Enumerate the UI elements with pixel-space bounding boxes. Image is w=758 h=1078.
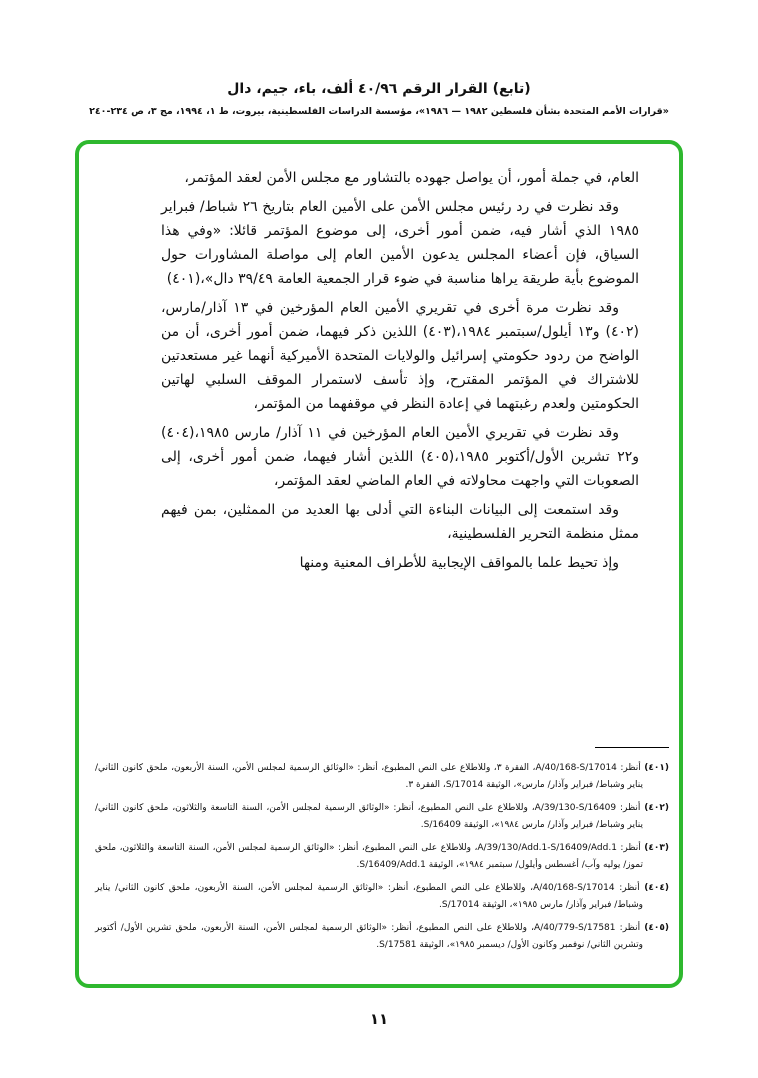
footnote-number: (٤٠٢) <box>644 803 669 813</box>
footnote-number: (٤٠٤) <box>644 883 669 893</box>
page-number: ١١ <box>369 1010 389 1028</box>
footnote-text: أنظر: A/40/779-S/17581، وللاطلاع على النص المطبوع، أنظر: «الوثائق الرسمية لمجلس الأمن، السنة الأربعون، ملحق تشرين الأول/ أكتوبر وتشرين الثاني/ نوفمبر وكانون الأول/ ديسمبر ١٩٨٥»، الوثيقة S/17581. <box>95 923 643 950</box>
content-frame <box>75 140 683 988</box>
footnote-item-402 <box>95 800 669 833</box>
page-title: (تابع) القرار الرقم ٤٠/٩٦ ألف، باء، جيم، دال <box>227 81 531 97</box>
source-citation: «قرارات الأمم المتحدة بشأن فلسطين ١٩٨٢ — ١٩٨٦»، مؤسسة الدراسات الفلسطينية، بيروت، ط ١، ١٩٩٤، مج ٣، ص ٢٣٤-٢٤٠ <box>89 106 669 117</box>
footnote-separator <box>595 747 669 748</box>
footnote-number: (٤٠٥) <box>644 923 669 933</box>
footnote-text: أنظر: A/39/130-S/16409، وللاطلاع على النص المطبوع، أنظر: «الوثائق الرسمية لمجلس الأمن، السنة التاسعة والثلاثون، ملحق كانون الثاني/ يناير وشباط/ فبراير وآذار/ مارس ١٩٨٤»، الوثيقة S/16409. <box>95 803 643 830</box>
footnote-text: أنظر: A/39/130/Add.1-S/16409/Add.1، وللاطلاع على النص المطبوع، أنظر: «الوثائق الرسمية لمجلس الأمن، السنة التاسعة والثلاثون، ملحق تموز/ يوليه وآب/ أغسطس وأيلول/ سبتمبر ١٩٨٤»، الوثيقة S/16409/Add.1. <box>95 843 643 870</box>
document-header <box>0 0 758 118</box>
footnote-block <box>79 747 679 984</box>
footnote-number: (٤٠١) <box>644 763 670 773</box>
resolution-text <box>79 144 679 580</box>
footnote-text: أنظر: A/40/168-S/17014، وللاطلاع على النص المطبوع، أنظر: «الوثائق الرسمية لمجلس الأمن، السنة الأربعون، ملحق كانون الثاني/ يناير وشباط/ فبراير وآذار/ مارس ١٩٨٥»، الوثيقة S/17014. <box>95 883 643 910</box>
paragraph-6: وإذ تحيط علما بالمواقف الإيجابية للأطراف المعنية ومنها <box>299 555 619 571</box>
paragraph-3: وقد نظرت مرة أخرى في تقريري الأمين العام المؤرخين في ١٣ آذار/مارس،(٤٠٢) و١٣ أيلول/سبتمبر ١٩٨٤،(٤٠٣) اللذين ذكر فيهما، ضمن أمور أخرى، أن من الواضح من ردود حكومتي إسرائيل والولايات المتحدة الأميركية أنهما غير مستعدتين للاشتراك في المؤتمر المقترح، وإذ تأسف لاستمرار الموقف السلبي لهاتين الحكومتين ولعدم رغبتهما في إعادة النظر في موقفهما من المؤتمر، <box>161 300 639 412</box>
footnote-item-403 <box>95 840 669 873</box>
footnote-item-404 <box>95 880 669 913</box>
paragraph-2: وقد نظرت في رد رئيس مجلس الأمن على الأمين العام بتاريخ ٢٦ شباط/ فبراير ١٩٨٥ الذي أشار فيه، ضمن أمور أخرى، إلى موضوع المؤتمر قائلا: «وفي هذا السياق، فإن أعضاء المجلس يدعون الأمين العام إلى مواصلة المشاورات حول الموضوع بأية طريقة يراها مناسبة في ضوء قرار الجمعية العامة ٣٩/٤٩ دال»،(٤٠١) <box>161 199 639 287</box>
footnote-text: أنظر: A/40/168-S/17014، الفقرة ٣، وللاطلاع على النص المطبوع، أنظر: «الوثائق الرسمية لمجلس الأمن، السنة الأربعون، ملحق كانون الثاني/ يناير وشباط/ فبراير وآذار/ مارس»، الوثيقة S/17014، الفقرة ٣. <box>95 763 643 790</box>
paragraph-5: وقد استمعت إلى البيانات البناءة التي أدلى بها العديد من الممثلين، بمن فيهم ممثل منظمة التحرير الفلسطينية، <box>161 502 639 542</box>
footnote-item-405 <box>95 920 669 953</box>
paragraph-4: وقد نظرت في تقريري الأمين العام المؤرخين في ١١ آذار/ مارس ١٩٨٥،(٤٠٤) و٢٢ تشرين الأول/أكتوبر ١٩٨٥،(٤٠٥) اللذين أشار فيهما، ضمن أمور أخرى، إلى الصعوبات التي واجهت محاولاته في العام الماضي لعقد المؤتمر، <box>161 425 640 489</box>
footnotes <box>95 760 669 953</box>
footnote-number: (٤٠٣) <box>644 843 669 853</box>
paragraph-1: العام، في جملة أمور، أن يواصل جهوده بالتشاور مع مجلس الأمن لعقد المؤتمر، <box>184 170 639 186</box>
footnote-item-401 <box>95 760 669 793</box>
